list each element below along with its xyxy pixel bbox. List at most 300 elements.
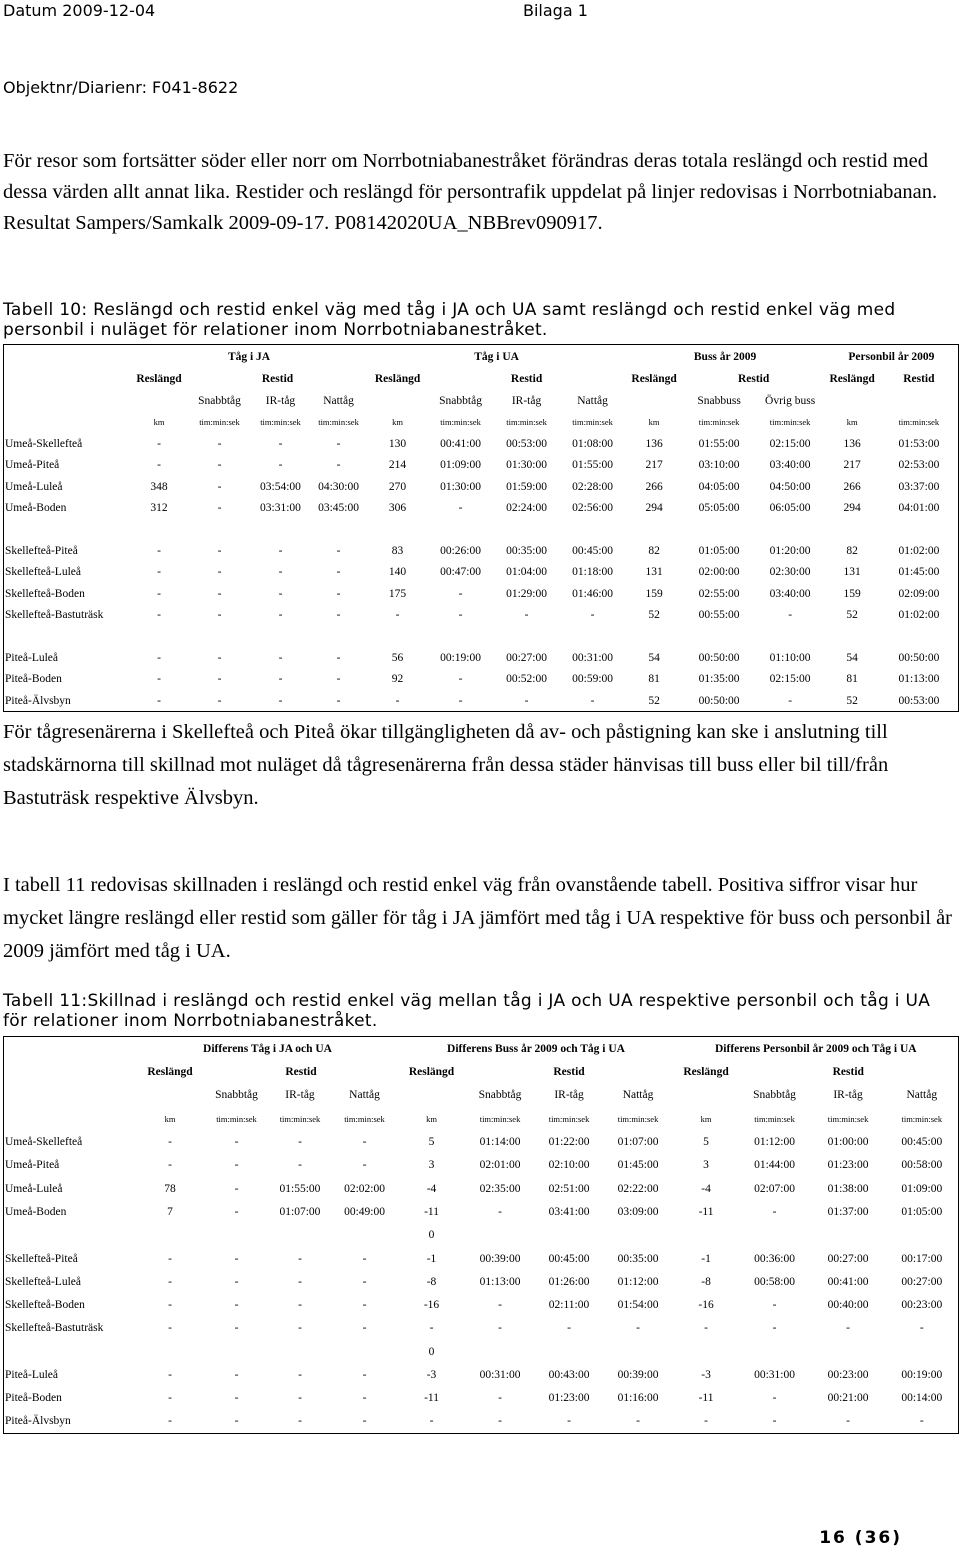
table-cell: - <box>772 1392 777 1405</box>
table-cell: 130 <box>388 437 407 450</box>
table-cell: 03:45:00 <box>318 502 359 515</box>
table-cell: - <box>234 1275 239 1288</box>
table-cell <box>739 1340 811 1363</box>
table-cell: - <box>234 1369 239 1381</box>
type-header <box>399 1084 465 1107</box>
table-cell: 00:47:00 <box>440 566 481 579</box>
table-cell: 0 <box>428 1229 435 1242</box>
table-cell: 217 <box>843 459 861 472</box>
table-cell: - <box>168 1275 172 1288</box>
type-header: Nattåg <box>906 1089 938 1102</box>
spacer-cell <box>4 626 131 647</box>
difference-paragraph: I tabell 11 redovisas skillnaden i reslängd och restid enkel väg från ovanstående tabell. Positiva siffror visar hur mycket längre reslängd eller restid som gäller för tåg i JA jämfört med tåg i UA respektive för buss och personbil år 2009 jämfört med tåg i UA. <box>3 874 952 962</box>
table-cell: 78 <box>164 1182 176 1195</box>
table11-sub-header: Restid <box>553 1066 585 1079</box>
table-row <box>4 1387 959 1410</box>
table-cell <box>204 1224 270 1247</box>
table-cell: 02:11:00 <box>548 1299 590 1312</box>
unit-label: tim:min:sek <box>506 417 547 428</box>
type-header: Övrig buss <box>765 394 816 407</box>
table-cell: 00:27:00 <box>901 1275 943 1288</box>
table-cell: 00:19:00 <box>440 651 481 664</box>
spacer-cell <box>756 626 825 647</box>
spacer-cell <box>494 519 560 540</box>
table-cell <box>886 1224 959 1247</box>
table-cell: - <box>336 587 341 600</box>
table-cell: 217 <box>645 459 663 472</box>
table-cell: 01:44:00 <box>754 1159 795 1172</box>
type-header: Nattåg <box>349 1089 380 1102</box>
table-cell: 01:08:00 <box>572 437 614 450</box>
row-label-empty <box>4 1107 137 1130</box>
table-cell: - <box>362 1252 367 1265</box>
table-cell: 01:13:00 <box>898 673 940 686</box>
table11 <box>3 1036 959 1434</box>
table-cell: - <box>498 1299 502 1312</box>
table-cell: 05:05:00 <box>698 502 740 515</box>
table-cell: 02:00:00 <box>698 566 740 579</box>
table-cell: 00:14:00 <box>901 1392 943 1405</box>
table-cell: - <box>395 694 400 707</box>
table-cell: - <box>157 459 161 472</box>
type-header: IR-tåg <box>265 394 296 407</box>
table-cell <box>270 1224 331 1247</box>
type-header <box>368 390 428 412</box>
table-cell: 01:53:00 <box>898 437 940 450</box>
table-cell: - <box>278 587 283 600</box>
table-cell: 01:22:00 <box>548 1136 590 1149</box>
table-cell: - <box>362 1136 367 1149</box>
table-cell: 00:53:00 <box>898 694 940 707</box>
table-cell: 52 <box>648 694 660 707</box>
unit-label: tim:min:sek <box>279 1113 321 1124</box>
table10-corner <box>4 345 131 369</box>
table-cell <box>137 1224 204 1247</box>
unit-label: km <box>648 417 660 428</box>
table-cell: - <box>298 1369 302 1381</box>
table-cell: -8 <box>426 1275 437 1288</box>
table-cell: 02:15:00 <box>769 437 811 450</box>
table-cell: - <box>234 1392 239 1405</box>
table-cell: - <box>217 502 222 515</box>
table10-sub-header: Restid <box>261 373 294 386</box>
table-cell: - <box>168 1392 172 1405</box>
table-cell: 02:53:00 <box>898 459 940 472</box>
table-cell: 131 <box>645 566 663 579</box>
unit-label: tim:min:sek <box>344 1113 385 1124</box>
spacer-cell <box>825 519 880 540</box>
unit-label: km <box>153 417 165 428</box>
table-row <box>4 1224 959 1247</box>
type-header: Snabbtåg <box>478 1089 522 1102</box>
table-cell: - <box>362 1275 367 1288</box>
unit-label: tim:min:sek <box>901 1113 943 1124</box>
table10-sub-header: Restid <box>737 373 770 386</box>
table-row <box>4 1247 959 1270</box>
unit-label: tim:min:sek <box>199 417 240 428</box>
relation-label: Skellefteå-Bastuträsk <box>5 1322 104 1335</box>
relation-label: Piteå-Älvsbyn <box>5 694 71 707</box>
unit-label: km <box>846 417 858 428</box>
table-cell: 00:19:00 <box>901 1369 943 1381</box>
table-cell: - <box>298 1299 302 1312</box>
table-cell: -1 <box>701 1252 711 1265</box>
reference-number: Objektnr/Diarienr: F041-8622 <box>3 78 239 97</box>
table-row <box>4 1317 959 1340</box>
table-cell: - <box>498 1322 502 1335</box>
table-cell: 03:37:00 <box>898 480 940 493</box>
table-cell: - <box>168 1415 172 1428</box>
table-cell: 136 <box>843 437 861 450</box>
table-cell <box>603 1224 674 1247</box>
table-cell <box>811 1340 886 1363</box>
unit-label: tim:min:sek <box>827 1113 869 1124</box>
table-cell: 270 <box>388 480 407 493</box>
table11-sub-header: Reslängd <box>408 1066 455 1079</box>
relation-label: Skellefteå-Luleå <box>5 566 81 579</box>
table-cell: - <box>278 544 283 557</box>
table-cell: 00:59:00 <box>572 673 614 686</box>
table-cell: 03:09:00 <box>617 1205 659 1218</box>
table-cell: 01:10:00 <box>769 651 811 664</box>
table-cell: 131 <box>843 566 861 579</box>
table-cell: - <box>298 1252 302 1265</box>
table-cell: 81 <box>648 673 660 686</box>
table-cell: 5 <box>428 1136 435 1149</box>
table-row <box>4 433 959 455</box>
table-cell: 00:58:00 <box>754 1275 795 1288</box>
table-cell: 01:37:00 <box>827 1205 869 1218</box>
table-cell: 00:39:00 <box>617 1369 659 1381</box>
spacer-cell <box>310 626 368 647</box>
table-cell: 266 <box>645 480 663 493</box>
table-cell: 01:55:00 <box>698 437 740 450</box>
table-cell: 01:55:00 <box>279 1182 321 1195</box>
table-cell: 02:01:00 <box>479 1159 521 1172</box>
table-cell: - <box>217 673 222 686</box>
table-cell <box>465 1340 536 1363</box>
table-cell: 00:31:00 <box>754 1369 795 1381</box>
table-cell: 02:10:00 <box>548 1159 590 1172</box>
table-cell: 01:04:00 <box>506 566 547 579</box>
table-cell: 02:35:00 <box>479 1182 521 1195</box>
table-cell: - <box>234 1415 239 1428</box>
spacer-cell <box>131 519 188 540</box>
unit-label: tim:min:sek <box>440 417 481 428</box>
relation-label: Skellefteå-Luleå <box>5 1275 81 1288</box>
unit-label: tim:min:sek <box>898 417 940 428</box>
table-cell: - <box>458 694 463 707</box>
relation-label: Piteå-Älvsbyn <box>5 1415 71 1428</box>
relation-label: Skellefteå-Bastuträsk <box>5 609 104 622</box>
table-cell: 01:45:00 <box>898 566 940 579</box>
table-cell: - <box>567 1415 571 1428</box>
table-cell: - <box>636 1322 640 1335</box>
type-header: IR-tåg <box>554 1089 584 1102</box>
table-cell: - <box>788 694 793 707</box>
table-cell: 00:45:00 <box>548 1252 590 1265</box>
table10-group-header: Personbil år 2009 <box>848 350 935 363</box>
relation-label: Umeå-Piteå <box>5 1159 60 1172</box>
table-cell: -4 <box>701 1182 711 1195</box>
table-cell: - <box>362 1369 367 1381</box>
spacer-row <box>4 626 959 647</box>
table-cell: 82 <box>846 544 858 557</box>
table-cell: 00:26:00 <box>440 544 481 557</box>
type-header: Snabbtåg <box>215 1089 258 1102</box>
table-row <box>4 1270 959 1293</box>
spacer-row <box>4 519 959 540</box>
table-cell: 00:49:00 <box>344 1205 385 1218</box>
table-cell: 159 <box>843 587 861 600</box>
table-cell: - <box>788 609 793 622</box>
table-cell: - <box>217 566 222 579</box>
table-cell: - <box>336 651 341 664</box>
table-cell: 52 <box>846 609 858 622</box>
unit-label: tim:min:sek <box>216 1113 257 1124</box>
table-cell: - <box>168 1299 172 1312</box>
table-cell: -1 <box>426 1252 437 1265</box>
table-row <box>4 605 959 627</box>
table-cell <box>886 1340 959 1363</box>
table-row <box>4 1410 959 1433</box>
unit-label: km <box>164 1113 176 1124</box>
type-header: Nattåg <box>622 1089 654 1102</box>
spacer-cell <box>131 626 188 647</box>
spacer-cell <box>880 519 959 540</box>
table11-sub-header: Reslängd <box>683 1066 729 1079</box>
table-cell: 54 <box>648 651 660 664</box>
table-row <box>4 669 959 691</box>
spacer-cell <box>252 519 310 540</box>
table-cell <box>137 1340 204 1363</box>
table-cell: 5 <box>703 1136 709 1149</box>
table-cell: 82 <box>648 544 660 557</box>
table-cell: - <box>567 1322 571 1335</box>
table-row <box>4 583 959 605</box>
table-cell <box>674 1340 739 1363</box>
table-row <box>4 562 959 584</box>
table-cell: - <box>278 673 283 686</box>
relation-label: Skellefteå-Piteå <box>5 544 78 557</box>
table11-group-header: Differens Tåg i JA och UA <box>203 1042 332 1055</box>
unit-label: tim:min:sek <box>769 417 811 428</box>
table-cell: 01:29:00 <box>506 587 547 600</box>
table10-sub-header: Reslängd <box>631 373 677 386</box>
table-row <box>4 1293 959 1316</box>
table-cell: 01:05:00 <box>698 544 740 557</box>
relation-label: Umeå-Luleå <box>5 480 63 493</box>
spacer-cell <box>560 519 626 540</box>
table-cell: 00:50:00 <box>698 651 740 664</box>
table10-sub-header: Reslängd <box>829 373 875 386</box>
table-cell: - <box>157 694 161 707</box>
table-cell: - <box>429 1322 434 1335</box>
table-cell: 03:54:00 <box>260 480 301 493</box>
table-cell: 00:52:00 <box>506 673 547 686</box>
table-row <box>4 540 959 562</box>
table-cell: - <box>168 1159 172 1172</box>
table-cell: 00:50:00 <box>698 694 740 707</box>
table-cell: 00:58:00 <box>901 1159 943 1172</box>
type-header: Snabbtåg <box>439 394 482 407</box>
table-cell <box>331 1340 399 1363</box>
table-cell: 01:02:00 <box>898 544 940 557</box>
table-cell <box>536 1340 603 1363</box>
table-cell: - <box>524 694 529 707</box>
table-cell: 01:07:00 <box>279 1205 321 1218</box>
type-header <box>674 1084 739 1107</box>
relation-label: Skellefteå-Boden <box>5 587 85 600</box>
table-cell: 01:09:00 <box>901 1182 943 1195</box>
table-cell: 01:23:00 <box>548 1392 590 1405</box>
table-cell: 00:55:00 <box>698 609 740 622</box>
spacer-cell <box>188 519 252 540</box>
table-cell: - <box>772 1322 777 1335</box>
table-cell: 00:41:00 <box>827 1275 869 1288</box>
table-cell: - <box>168 1252 172 1265</box>
table-cell: 06:05:00 <box>769 502 811 515</box>
table-cell: 56 <box>391 651 404 664</box>
table-cell: - <box>458 609 463 622</box>
table-cell: 01:55:00 <box>572 459 614 472</box>
table11-caption: Tabell 11:Skillnad i reslängd och restid enkel väg mellan tåg i JA och UA respektive personbil och tåg i UA för relationer inom Norrbotniabanestråket. <box>3 991 931 1031</box>
table10-group-header: Tåg i JA <box>227 350 271 363</box>
table-cell <box>465 1224 536 1247</box>
table-row <box>4 412 959 434</box>
table10-group-header: Buss år 2009 <box>693 350 757 363</box>
table-cell: - <box>157 566 161 579</box>
table-cell: - <box>429 1415 434 1428</box>
table-cell: - <box>524 609 529 622</box>
table-cell: -8 <box>701 1275 711 1288</box>
table-cell: 92 <box>391 673 404 686</box>
table-cell: - <box>458 502 463 515</box>
table-cell: 02:07:00 <box>754 1182 795 1195</box>
table-cell: -3 <box>426 1369 437 1381</box>
table-cell <box>270 1340 331 1363</box>
relation-label: Umeå-Skellefteå <box>5 1136 83 1149</box>
relation-label: Umeå-Piteå <box>5 459 60 472</box>
type-header <box>131 390 188 412</box>
table-cell: 02:28:00 <box>572 480 614 493</box>
table-cell: 01:09:00 <box>440 459 481 472</box>
table-cell: - <box>298 1392 302 1405</box>
table10-sub-header: Restid <box>510 373 543 386</box>
table-cell: 01:20:00 <box>769 544 811 557</box>
table-cell: - <box>772 1299 777 1312</box>
table-cell: 03:40:00 <box>769 587 811 600</box>
table11-sub-header: Reslängd <box>147 1066 193 1079</box>
table-cell: 00:43:00 <box>548 1369 590 1381</box>
spacer-cell <box>188 626 252 647</box>
spacer-cell <box>560 626 626 647</box>
intro-paragraph: För resor som fortsätter söder eller norr om Norrbotniabanestråket förändras deras totala reslängd och restid med dessa värden allt annat lika. Restider och reslängd för persontrafik uppdelat på linjer redovisas i Norrbotniabanan. Resultat Sampers/Samkalk 2009-09-17. P08142020UA_NBBrev090917. <box>3 150 938 234</box>
table-cell: 01:35:00 <box>698 673 740 686</box>
type-header <box>880 390 959 412</box>
table-cell: - <box>234 1299 239 1312</box>
table-cell: 52 <box>846 694 858 707</box>
table-cell: 348 <box>150 480 168 493</box>
table-cell: 01:26:00 <box>548 1275 590 1288</box>
table-cell: 00:27:00 <box>506 651 547 664</box>
spacer-cell <box>252 626 310 647</box>
table-cell: - <box>234 1322 239 1335</box>
relation-label: Umeå-Skellefteå <box>5 437 83 450</box>
table-cell: 01:13:00 <box>479 1275 521 1288</box>
table-cell: 306 <box>388 502 407 515</box>
table-cell: - <box>234 1252 239 1265</box>
table-cell: - <box>278 566 283 579</box>
table-cell: 00:23:00 <box>901 1299 943 1312</box>
table-cell: 02:09:00 <box>898 587 940 600</box>
table11-sub-corner <box>4 1061 137 1084</box>
table-cell <box>331 1224 399 1247</box>
table-cell: 52 <box>648 609 660 622</box>
table-cell: 01:45:00 <box>617 1159 659 1172</box>
table-cell: 02:15:00 <box>769 673 811 686</box>
table-cell: - <box>278 609 283 622</box>
table-cell: 81 <box>846 673 858 686</box>
table-cell: 02:51:00 <box>548 1182 590 1195</box>
table-row <box>4 476 959 498</box>
table-cell: 294 <box>645 502 663 515</box>
type-header <box>825 390 880 412</box>
table10-sub-corner <box>4 369 131 391</box>
table-cell: 294 <box>843 502 861 515</box>
table-cell: 03:31:00 <box>260 502 301 515</box>
table-cell: 00:17:00 <box>901 1252 943 1265</box>
table-cell: - <box>157 544 161 557</box>
table-cell: - <box>362 1392 367 1405</box>
table-cell: - <box>217 459 222 472</box>
table-cell: 00:31:00 <box>479 1369 521 1381</box>
table-cell: - <box>919 1415 924 1428</box>
table10-sub-header: Restid <box>903 373 935 386</box>
table-cell: 02:30:00 <box>769 566 811 579</box>
relation-label: Umeå-Boden <box>5 502 67 515</box>
relation-label <box>4 1224 137 1247</box>
spacer-cell <box>494 626 560 647</box>
relation-label: Piteå-Boden <box>5 1392 62 1405</box>
table-cell: 159 <box>645 587 663 600</box>
spacer-cell <box>310 519 368 540</box>
table-row <box>4 1084 959 1107</box>
table-cell: 01:00:00 <box>827 1136 869 1149</box>
relation-label: Umeå-Boden <box>5 1205 67 1218</box>
table-cell: 04:01:00 <box>898 502 940 515</box>
spacer-cell <box>368 519 428 540</box>
table-cell: 04:05:00 <box>698 480 740 493</box>
table-cell: - <box>704 1415 708 1428</box>
table-cell: 01:07:00 <box>617 1136 659 1149</box>
relation-label <box>4 1340 137 1363</box>
table10-sub-header: Reslängd <box>136 373 182 386</box>
table-cell: -11 <box>698 1392 714 1405</box>
table-cell: 01:18:00 <box>572 566 614 579</box>
table-row <box>4 647 959 669</box>
table-cell: 00:40:00 <box>827 1299 869 1312</box>
table-cell: - <box>336 694 341 707</box>
table-cell: 00:35:00 <box>506 544 547 557</box>
table-cell: -16 <box>423 1299 440 1312</box>
table-row <box>4 1107 959 1130</box>
table-cell: - <box>336 673 341 686</box>
table10 <box>3 344 959 712</box>
table-cell: 03:10:00 <box>698 459 740 472</box>
page-number: 16 (36) <box>819 1528 902 1548</box>
spacer-cell <box>368 626 428 647</box>
